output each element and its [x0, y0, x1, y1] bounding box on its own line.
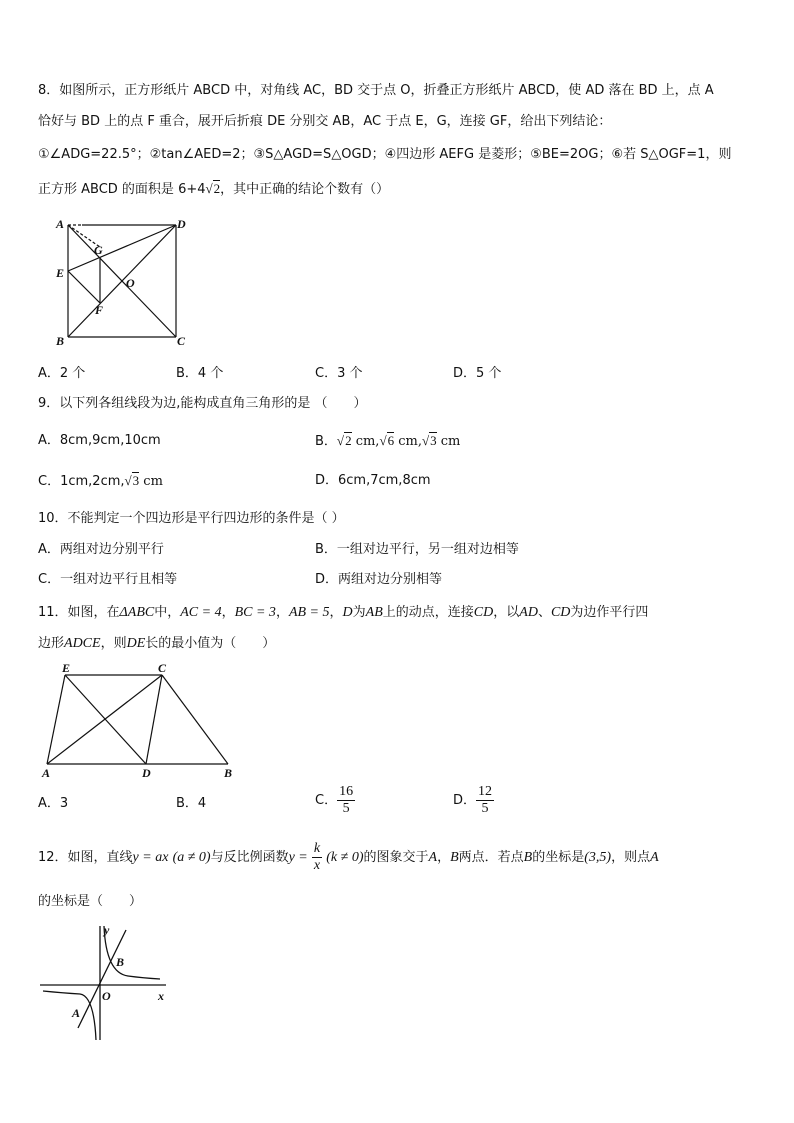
q9-option-b-unit: cm,	[394, 434, 422, 449]
q9-stem: 9．以下列各组线段为边,能构成直角三角形的是 （ ）	[38, 396, 367, 411]
q11-option-c-label: C．	[315, 793, 338, 808]
fraction: $\frac{k}{x}$	[313, 841, 321, 873]
sqrt-expression: √3	[124, 473, 140, 488]
figure-label-b: B	[116, 955, 125, 969]
math-expression: A	[650, 850, 659, 865]
figure-label-a: A	[56, 217, 65, 231]
fraction: $\frac{16}{5}$	[339, 784, 354, 816]
q10-option-c[interactable]: C．一组对边平行且相等	[38, 572, 178, 587]
q11-text: ，	[221, 605, 235, 620]
q11-text: 上的动点，连接	[382, 605, 474, 620]
math-expression: CD	[550, 605, 571, 620]
q8-stem-line4-post: ，其中正确的结论个数有（）	[220, 182, 390, 197]
math-expression: B	[450, 850, 459, 865]
q12-text: 的坐标是	[532, 850, 585, 865]
q12-graph-figure	[38, 918, 178, 1046]
q9-option-d[interactable]	[315, 472, 431, 490]
q8-stem-line3: ①∠ADG=22.5°；②tan∠AED=2；③S△AGD=S△OGD；④四边形 AEFG 是菱形；⑤BE=2OG；⑥若 S△OGF=1，则	[38, 147, 732, 162]
q10-stem: 10．不能判定一个四边形是平行四边形的条件是（ ）	[38, 511, 345, 526]
q12-stem-line2: 的坐标是（ ）	[38, 894, 143, 909]
q9-option-b-unit: cm	[436, 434, 461, 449]
q9-option-c-label: C．1cm,2cm,	[38, 474, 125, 489]
q9-option-a[interactable]	[38, 432, 161, 450]
figure-label-c: C	[158, 661, 167, 675]
q8-option-d[interactable]: D．5 个	[453, 366, 502, 381]
sqrt-expression: √3	[421, 433, 437, 448]
fraction: $\frac{12}{5}$	[478, 784, 493, 816]
sqrt-expression: √2	[336, 433, 352, 448]
q11-text: 为	[352, 605, 366, 620]
math-expression: D	[342, 605, 353, 620]
figure-label-g: G	[94, 243, 103, 257]
sqrt-expression: √2	[205, 181, 221, 196]
q11-text: 、	[537, 605, 551, 620]
q11-text: 中，	[154, 605, 181, 620]
math-expression: A	[428, 850, 438, 865]
q8-stem-line1: 8．如图所示，正方形纸片 ABCD 中，对角线 AC，BD 交于点 O，折叠正方形纸片 ABCD，使 AD 落在 BD 上，点 A	[38, 83, 714, 98]
q11-option-b[interactable]: B．4	[176, 796, 207, 811]
q11-parallelogram-figure	[38, 660, 248, 782]
q11-text: ，以	[493, 605, 520, 620]
math-expression: (a ≠ 0)	[172, 850, 211, 865]
q9-option-c-unit: cm	[139, 474, 163, 489]
figure-label-b: B	[224, 766, 233, 780]
q11-text: ，则	[100, 636, 127, 651]
q9-option-a-text: A．8cm,9cm,10cm	[38, 433, 161, 448]
q8-option-b[interactable]: B．4 个	[176, 366, 224, 381]
q8-stem-line4-pre: 正方形 ABCD 的面积是 6+4	[38, 182, 206, 197]
q12-text: ，则点	[611, 850, 651, 865]
math-expression: AC = 4	[180, 605, 222, 620]
q11-text: 为边作平行四	[570, 605, 649, 620]
math-expression: (3,5)	[584, 850, 612, 865]
figure-label-d: D	[177, 217, 186, 231]
math-expression: AB	[365, 605, 383, 620]
figure-label-d: D	[142, 766, 151, 780]
figure-label-y: y	[104, 923, 110, 937]
q11-stem-line2	[38, 635, 275, 653]
figure-label-c: C	[177, 334, 186, 348]
math-expression: AD	[519, 605, 538, 620]
math-expression: ΔABC	[119, 605, 155, 620]
math-expression: y =	[288, 850, 308, 865]
figure-label-b: B	[56, 334, 65, 348]
math-expression: AB = 5	[288, 605, 330, 620]
q11-option-d-label: D．	[453, 793, 477, 808]
q8-stem-line2: 恰好与 BD 上的点 F 重合，展开后折痕 DE 分别交 AB，AC 于点 E，G，连接 GF，给出下列结论：	[38, 114, 612, 129]
figure-label-o: O	[126, 276, 135, 290]
q11-stem-line1	[38, 604, 648, 622]
math-expression: DE	[126, 636, 146, 651]
q12-text: 的图象交于	[363, 850, 429, 865]
q12-text: 12．如图，直线	[38, 850, 133, 865]
figure-label-e: E	[62, 661, 71, 675]
q11-text: ，	[275, 605, 289, 620]
figure-label-e: E	[56, 266, 65, 280]
q11-option-c[interactable]	[315, 784, 355, 817]
q8-stem-line4	[38, 180, 389, 199]
q11-text: ，	[329, 605, 343, 620]
figure-label-f: F	[95, 303, 104, 317]
q12-text: ，	[437, 850, 451, 865]
math-expression: CD	[473, 605, 494, 620]
figure-label-x: x	[158, 989, 164, 1003]
q11-option-d[interactable]	[453, 784, 494, 817]
q9-option-b[interactable]	[315, 432, 460, 451]
q9-option-b-unit: cm,	[351, 434, 380, 449]
q12-text: 与反比例函数	[210, 850, 289, 865]
figure-label-a: A	[72, 1006, 81, 1020]
math-expression: BC = 3	[234, 605, 276, 620]
q10-option-b[interactable]: B．一组对边平行，另一组对边相等	[315, 542, 519, 557]
q12-text: 两点．若点	[458, 850, 524, 865]
figure-label-o: O	[102, 989, 111, 1003]
q9-option-d-text: D．6cm,7cm,8cm	[315, 473, 431, 488]
q9-option-b-label: B．	[315, 434, 337, 449]
q8-option-c[interactable]: C．3 个	[315, 366, 363, 381]
math-expression: (k ≠ 0)	[326, 850, 364, 865]
math-expression: B	[523, 850, 533, 865]
math-expression: y = ax	[132, 850, 169, 865]
q11-text: 边形	[38, 636, 65, 651]
q10-option-d[interactable]: D．两组对边分别相等	[315, 572, 443, 587]
sqrt-expression: √6	[379, 433, 395, 448]
q8-option-a[interactable]: A．2 个	[38, 366, 86, 381]
q12-stem-line1	[38, 838, 659, 878]
math-expression: ADCE	[64, 636, 101, 651]
q11-text: 11．如图，在	[38, 605, 120, 620]
q10-option-a[interactable]: A．两组对边分别平行	[38, 542, 164, 557]
q11-text: 长的最小值为（ ）	[145, 636, 276, 651]
q8-square-figure	[50, 215, 190, 350]
q11-option-a[interactable]: A．3	[38, 796, 69, 811]
q9-option-c[interactable]	[38, 472, 163, 491]
figure-label-a: A	[42, 766, 51, 780]
